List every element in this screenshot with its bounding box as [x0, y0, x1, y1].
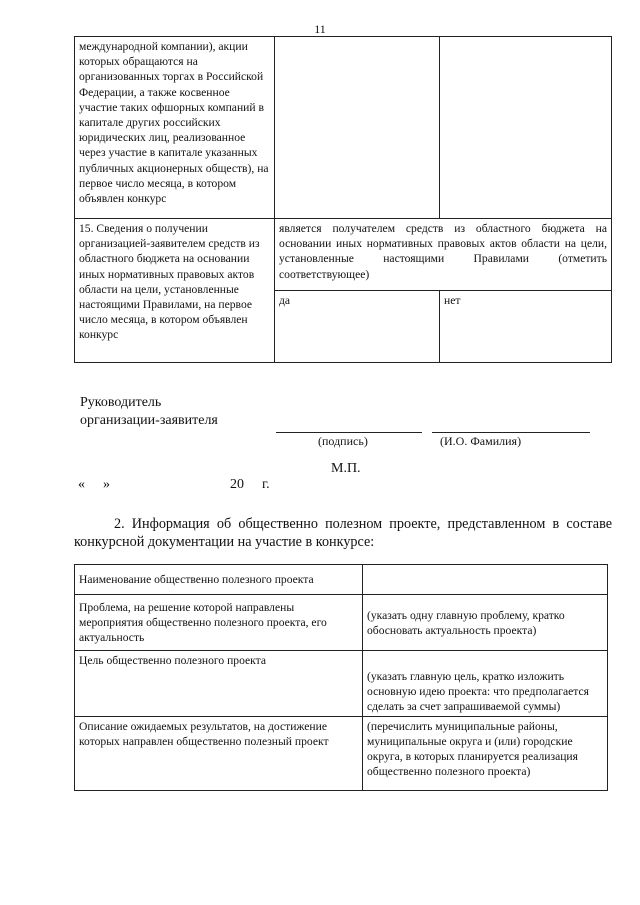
page-number: 11 — [314, 22, 326, 36]
project-goal-label: Цель общественно полезного проекта — [75, 651, 363, 717]
project-problem-value: (указать одну главную проблему, кратко обосновать актуальность проекта) — [363, 595, 608, 651]
signature-title-line1: Руководитель — [80, 395, 162, 410]
date-open-quote: « — [78, 477, 85, 492]
project-problem-label: Проблема, на решение которой направлены мероприятия общественно полезного проекта, его актуальность — [75, 595, 363, 651]
seal-label: М.П. — [331, 461, 361, 476]
project-results-value: (перечислить муниципальные районы, муниципальные округа и (или) городские округа, в которых планируется реализация общественно полезного проекта) — [363, 717, 608, 791]
row-15-no-cell: нет — [440, 291, 612, 363]
table-row — [75, 651, 608, 717]
date-close-quote: » — [103, 477, 110, 492]
project-info-table — [74, 564, 608, 791]
signature-line — [276, 432, 422, 433]
table-row — [75, 565, 608, 595]
name-line — [432, 432, 590, 433]
table-row — [75, 219, 612, 291]
table-row — [75, 37, 612, 219]
row-continued-label: международной компании), акции которых обращаются на организованных торгах в Российской Федерации, а также косвенное участие таких офшорных компаний в капитале других российских юридических лиц, реализованное через участие в капитале указанных публичных акционерных обществ), на первое число месяца, в котором объявлен конкурс — [75, 37, 275, 219]
table-row — [75, 595, 608, 651]
row-15-header: является получателем средств из областного бюджета на основании иных нормативных правовых актов области на цели, установленные настоящими Правилами (отметить соответствующее) — [275, 219, 612, 291]
row-continued-no-cell — [440, 37, 612, 219]
project-results-label: Описание ожидаемых результатов, на достижение которых направлен общественно полезный проект — [75, 717, 363, 791]
row-15-label: 15. Сведения о получении организацией-заявителем средств из областного бюджета на основании иных нормативных правовых актов области на цели, установленные настоящими Правилами, на первое число месяца, в котором объявлен конкурс — [75, 219, 275, 363]
section-2-heading: 2. Информация об общественно полезном проекте, представленном в составе конкурсной документации на участие в конкурсе: — [74, 516, 612, 550]
signature-title-line2: организации-заявителя — [80, 413, 218, 428]
applicant-info-table — [74, 36, 612, 363]
year-suffix: г. — [262, 477, 270, 492]
signature-caption: (подпись) — [318, 434, 368, 448]
row-continued-yes-cell — [275, 37, 440, 219]
year-prefix: 20 — [230, 477, 244, 492]
project-name-label: Наименование общественно полезного проекта — [75, 565, 363, 595]
project-goal-value: (указать главную цель, кратко изложить основную идею проекта: что предполагается сделать за счет запрашиваемой суммы) — [363, 651, 608, 717]
row-15-yes-cell: да — [275, 291, 440, 363]
project-name-value — [363, 565, 608, 595]
table-row — [75, 717, 608, 791]
name-caption: (И.О. Фамилия) — [440, 434, 522, 448]
